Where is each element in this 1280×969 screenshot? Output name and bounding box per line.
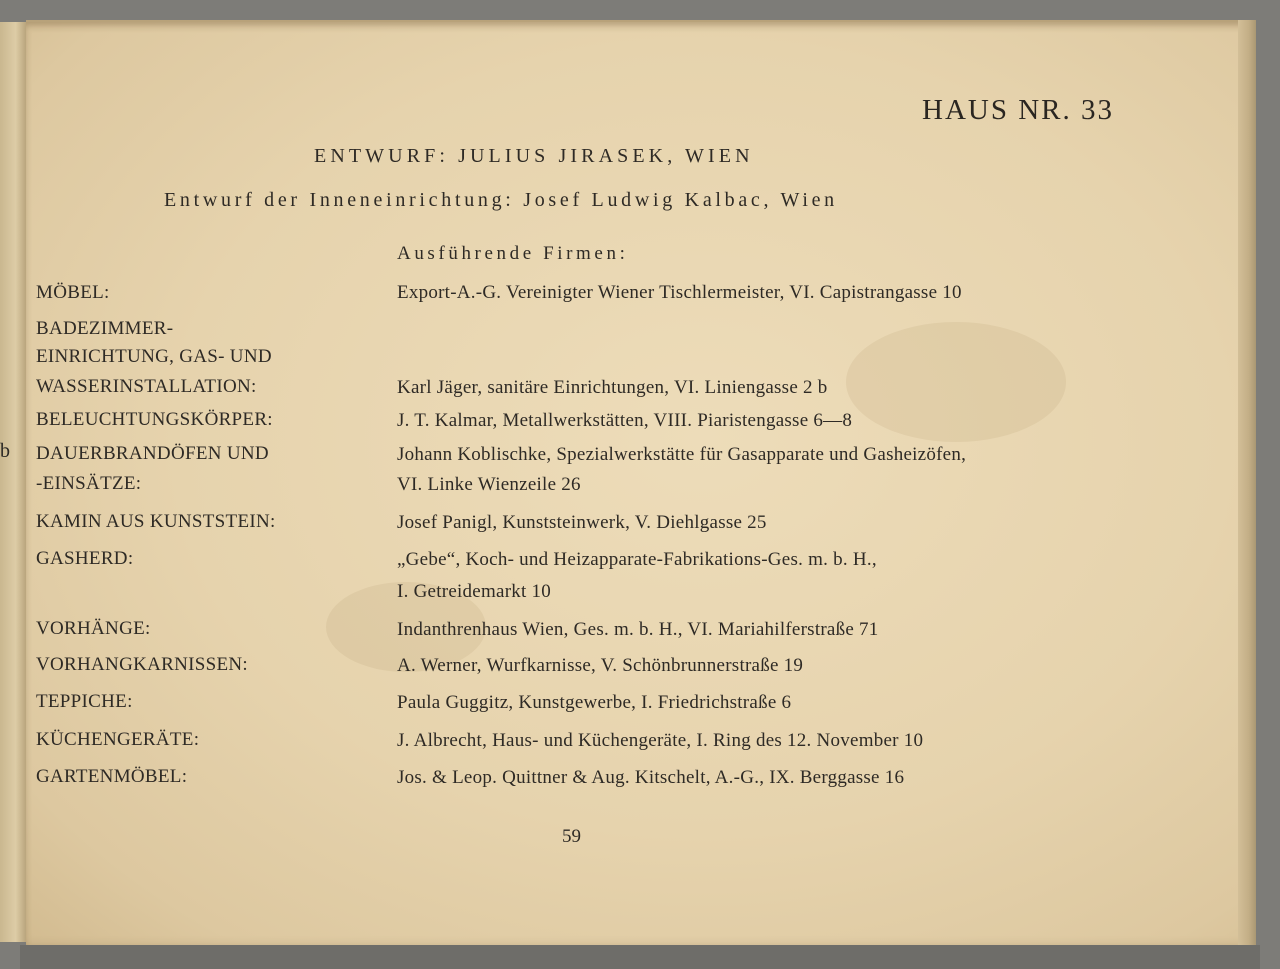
value-dauerbrand-line2: VI. Linke Wienzeile 26	[397, 474, 581, 495]
value-teppiche: Paula Guggitz, Kunstgewerbe, I. Friedrichstraße 6	[397, 692, 792, 713]
house-number-heading: HAUS NR. 33	[922, 94, 1114, 126]
previous-page-letter: b	[0, 440, 10, 462]
label-bad-line2: EINRICHTUNG, GAS- UND	[36, 346, 272, 367]
value-gasherd-line1: „Gebe“, Koch- und Heizapparate-Fabrikations-Ges. m. b. H.,	[397, 549, 877, 570]
value-beleuchtung: J. T. Kalmar, Metallwerkstätten, VIII. Piaristengasse 6—8	[397, 410, 853, 431]
previous-page-edge	[0, 22, 27, 942]
value-karnissen: A. Werner, Wurfkarnisse, V. Schönbrunnerstraße 19	[397, 655, 804, 676]
label-bad-line1: BADEZIMMER-	[36, 318, 174, 339]
label-beleuchtung: BELEUCHTUNGSKÖRPER:	[36, 409, 273, 430]
label-kamin: KAMIN AUS KUNSTSTEIN:	[36, 511, 276, 532]
label-karnissen: VORHANGKARNISSEN:	[36, 654, 249, 675]
page-edge	[1238, 20, 1256, 945]
bottom-background	[20, 945, 1260, 969]
page-number: 59	[562, 826, 581, 847]
label-dauerbrand-line1: DAUERBRANDÖFEN UND	[36, 443, 269, 464]
value-dauerbrand-line1: Johann Koblischke, Spezialwerkstätte für Gasapparate und Gasheizöfen,	[397, 444, 967, 465]
label-bad-line3: WASSERINSTALLATION:	[36, 376, 257, 397]
value-garten: Jos. & Leop. Quittner & Aug. Kitschelt, A.-G., IX. Berggasse 16	[397, 767, 905, 788]
label-dauerbrand-line2: -EINSÄTZE:	[36, 473, 142, 494]
label-vorhaenge: VORHÄNGE:	[36, 618, 151, 639]
label-teppiche: TEPPICHE:	[36, 691, 133, 712]
executing-firms-heading: Ausführende Firmen:	[397, 243, 629, 264]
label-gasherd: GASHERD:	[36, 548, 134, 569]
interior-design-credit: Entwurf der Inneneinrichtung: Josef Ludwig Kalbac, Wien	[164, 189, 838, 211]
label-garten: GARTENMÖBEL:	[36, 766, 188, 787]
paper-stain	[846, 322, 1066, 442]
value-bad: Karl Jäger, sanitäre Einrichtungen, VI. Liniengasse 2 b	[397, 377, 828, 398]
value-vorhaenge: Indanthrenhaus Wien, Ges. m. b. H., VI. Mariahilferstraße 71	[397, 619, 879, 640]
value-kamin: Josef Panigl, Kunststeinwerk, V. Diehlgasse 25	[397, 512, 767, 533]
value-kueche: J. Albrecht, Haus- und Küchengeräte, I. Ring des 12. November 10	[397, 730, 924, 751]
label-kueche: KÜCHENGERÄTE:	[36, 729, 200, 750]
label-moebel: MÖBEL:	[36, 282, 110, 303]
design-credit: ENTWURF: JULIUS JIRASEK, WIEN	[314, 145, 754, 167]
value-gasherd-line2: I. Getreidemarkt 10	[397, 581, 552, 602]
value-moebel: Export-A.-G. Vereinigter Wiener Tischlermeister, VI. Capistrangasse 10	[397, 282, 962, 303]
